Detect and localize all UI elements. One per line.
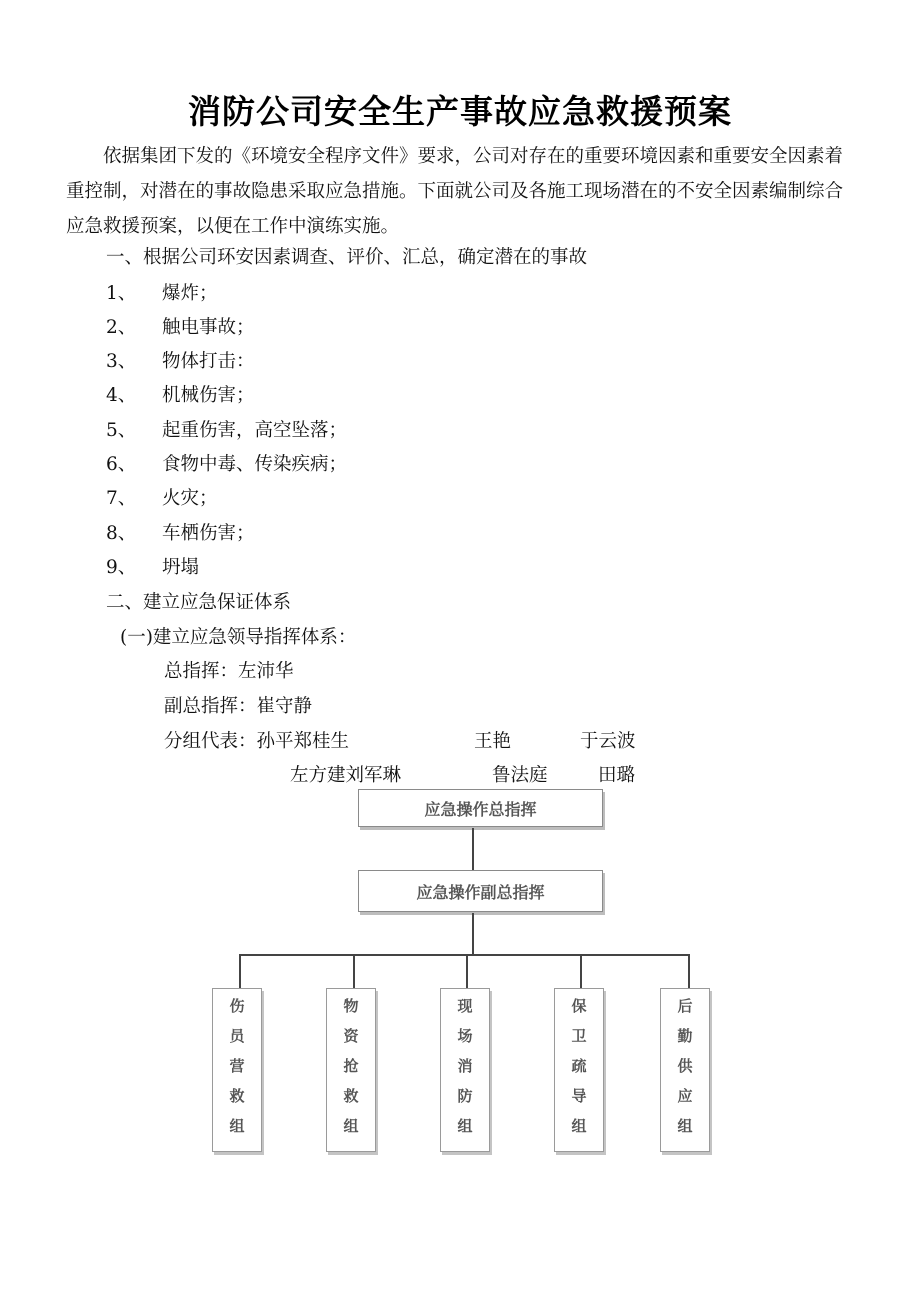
list-item: 触电事故；	[162, 317, 255, 338]
group-rep-name: 田璐	[598, 765, 636, 786]
list-item: 火灾；	[162, 488, 218, 509]
subsection-heading: (一)建立应急领导指挥体系：	[120, 627, 357, 648]
list-item: 食物中毒、传染疾病；	[162, 454, 348, 475]
list-number: 9、	[106, 557, 137, 578]
group-rep-name: 左方建刘军琳	[290, 765, 402, 786]
list-number: 7、	[106, 488, 137, 509]
list-item: 机械伤害；	[162, 385, 255, 406]
list-number: 6、	[106, 454, 137, 475]
connector-line	[353, 954, 355, 988]
list-number: 5、	[106, 420, 137, 441]
list-number: 8、	[106, 523, 137, 544]
list-number: 3、	[106, 351, 137, 372]
connector-line	[239, 954, 690, 956]
connector-line	[472, 913, 474, 955]
list-item: 物体打击：	[162, 351, 255, 372]
document-title: 消防公司安全生产事故应急救援预案	[188, 92, 732, 131]
org-top-box: 应急操作总指挥	[358, 789, 603, 827]
section-2-heading: 二、建立应急保证体系	[106, 592, 292, 613]
connector-line	[239, 954, 241, 988]
org-group-box: 现场消防组	[440, 988, 490, 1152]
group-rep-name: 鲁法庭	[492, 765, 548, 786]
list-item: 爆炸；	[162, 283, 218, 304]
list-number: 1、	[106, 283, 137, 304]
list-item: 车栖伤害；	[162, 523, 255, 544]
commander-line: 总指挥：左沛华	[164, 661, 294, 682]
org-group-box: 保卫疏导组	[554, 988, 604, 1152]
connector-line	[466, 954, 468, 988]
org-group-box: 物资抢救组	[326, 988, 376, 1152]
org-group-box: 后勤供应组	[660, 988, 710, 1152]
section-1-heading: 一、根据公司环安因素调查、评价、汇总，确定潜在的事故	[106, 247, 588, 268]
connector-line	[472, 828, 474, 870]
list-number: 4、	[106, 385, 137, 406]
connector-line	[688, 954, 690, 988]
group-reps-label: 分组代表：孙平郑桂生	[164, 731, 350, 752]
org-group-box: 伤员营救组	[212, 988, 262, 1152]
intro-paragraph: 依据集团下发的《环境安全程序文件》要求，公司对存在的重要环境因素和重要安全因素着重控制，对潜在的事故隐患采取应急措施。下面就公司及各施工现场潜在的不安全因素编制综合应急救援预案，以便在工作中演练实施。	[66, 146, 844, 237]
deputy-commander-line: 副总指挥：崔守静	[164, 696, 313, 717]
group-rep-name: 于云波	[580, 731, 636, 752]
list-number: 2、	[106, 317, 137, 338]
connector-line	[580, 954, 582, 988]
list-item: 起重伤害，高空坠落；	[162, 420, 348, 441]
group-rep-name: 王艳	[474, 731, 512, 752]
org-second-box: 应急操作副总指挥	[358, 870, 603, 912]
list-item: 坍塌	[162, 557, 200, 578]
